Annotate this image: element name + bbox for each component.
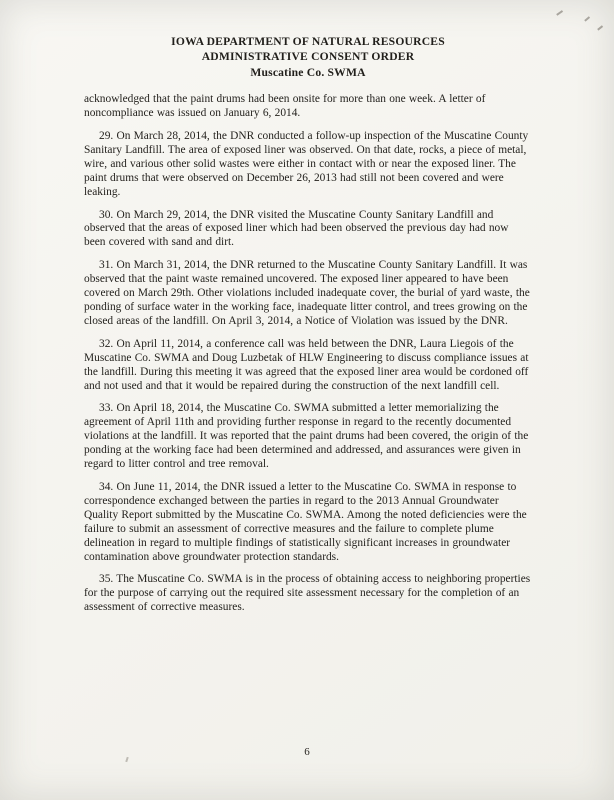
- paragraph-33: 33. On April 18, 2014, the Muscatine Co. SWMA submitted a letter memorializing the agreement of April 11th and providing further response in regard to the recently documented violations at the landfill. It was reported that the paint drums had been covered, the origin of the ponding at the working face had been determined and addressed, and assurances were given in regard to litter control and tree removal.: [84, 402, 529, 471]
- header-agency-name: IOWA DEPARTMENT OF NATURAL RESOURCES: [171, 35, 445, 48]
- paragraph-29: 29. On March 28, 2014, the DNR conducted a follow-up inspection of the Muscatine County Sanitary Landfill. The area of exposed liner was observed. On that date, rocks, a piece of metal, wire, and various other solid wastes were either in contact with or near the exposed liner. The paint drums that were observed on December 26, 2013 had still not been covered and were leaking.: [84, 130, 529, 198]
- scan-artifact-mark: [556, 10, 563, 15]
- paragraph-35: 35. The Muscatine Co. SWMA is in the process of obtaining access to neighboring properties for the purpose of carrying out the required site assessment necessary for the completion of an assessment of corrective measures.: [84, 573, 531, 614]
- paragraph-continuation: acknowledged that the paint drums had been onsite for more than one week. A letter of noncompliance was issued on January 6, 2014.: [84, 93, 486, 120]
- page-content: [84, 34, 532, 624]
- paragraph-32: 32. On April 11, 2014, a conference call was held between the DNR, Laura Liegois of the Muscatine Co. SWMA and Doug Luzbetak of HLW Engineering to discuss compliance issues at the landfill. During this meeting it was agreed that the exposed liner area would be cordoned off and not used and that it would be repaired during the construction of the next landfill cell.: [84, 337, 529, 392]
- header-document-type: ADMINISTRATIVE CONSENT ORDER: [201, 50, 415, 64]
- document-header: [84, 34, 532, 80]
- header-party-name: Muscatine Co. SWMA: [250, 65, 366, 79]
- paragraph-30: 30. On March 29, 2014, the DNR visited the Muscatine County Sanitary Landfill and observed that the areas of exposed liner which had been observed the previous day had now been covered with sand and dirt.: [84, 208, 509, 249]
- paragraph-34: 34. On June 11, 2014, the DNR issued a letter to the Muscatine Co. SWMA in response to correspondence exchanged between the parties in regard to the 2013 Annual Groundwater Quality Report submitted by the Muscatine Co. SWMA. Among the noted deficiencies were the failure to submit an assessment of corrective measures and the failure to complete plume delineation in regard to multiple findings of statistically significant increases in groundwater contamination above groundwater protection standards.: [84, 480, 527, 563]
- scan-artifact-mark: [584, 16, 590, 21]
- paragraph-31: 31. On March 31, 2014, the DNR returned to the Muscatine County Sanitary Landfill. It was observed that the paint waste remained uncovered. The exposed liner appeared to have been covered on March 29th. Other violations included inadequate cover, the burial of yard waste, the ponding of surface water in the working face, inadequate litter control, and trees growing on the closed areas of the landfill. On April 3, 2014, a Notice of Violation was issued by the DNR.: [84, 259, 530, 327]
- page-number: 6: [304, 746, 310, 758]
- document-body: [84, 93, 532, 615]
- scan-artifact-mark: [597, 25, 603, 30]
